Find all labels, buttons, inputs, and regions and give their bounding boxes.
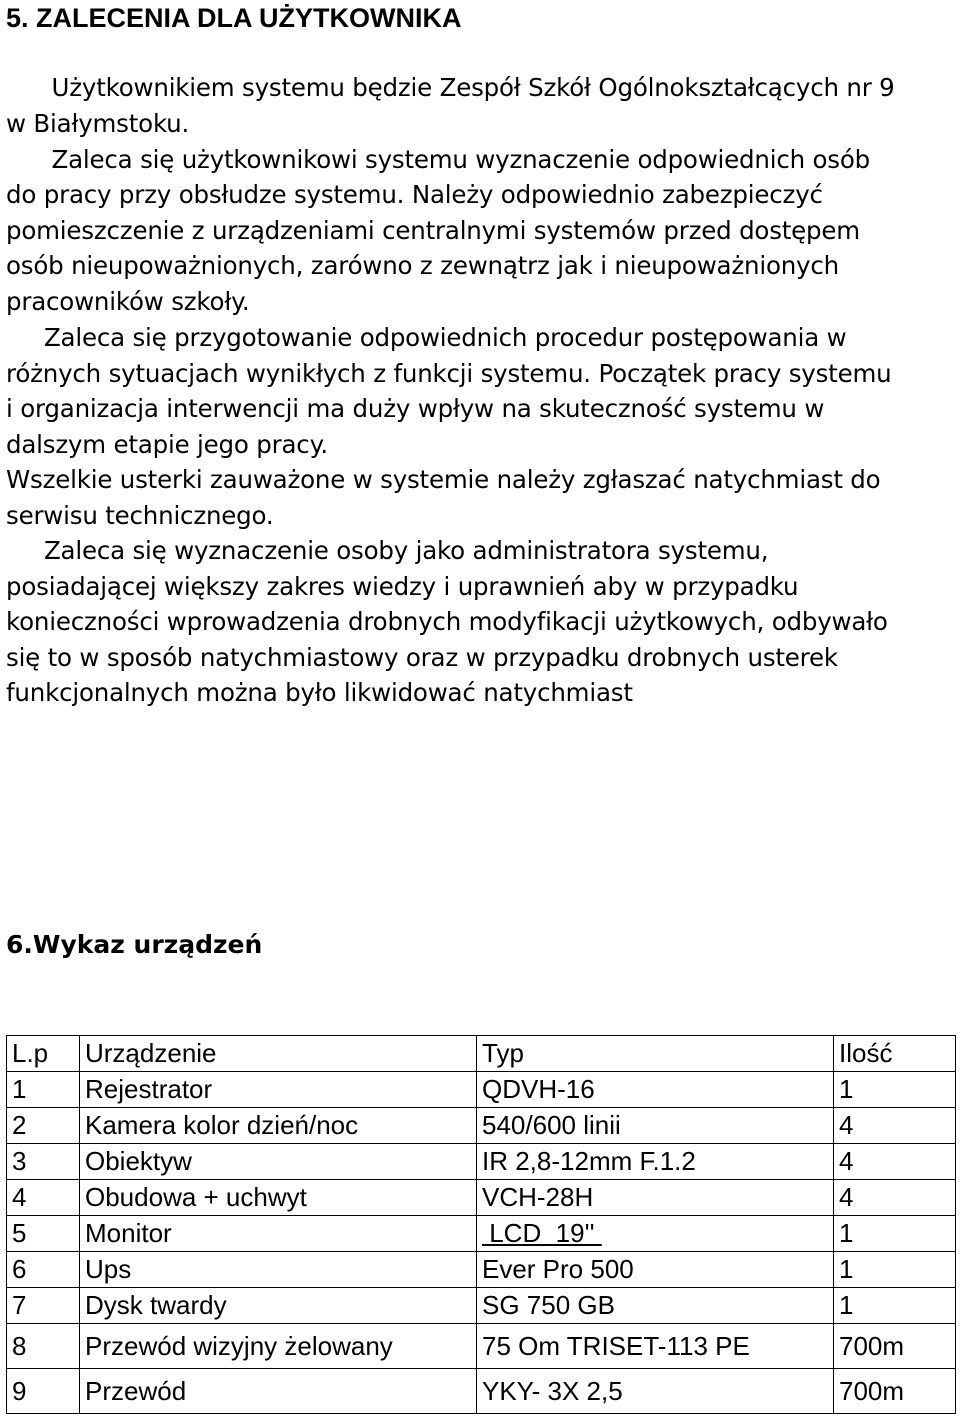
cell-quantity: 4 <box>834 1180 956 1216</box>
monitor-type-text: LCD 19'' <box>482 1218 602 1248</box>
table-row <box>7 1288 956 1324</box>
table-row <box>7 1216 956 1252</box>
cell-type: SG 750 GB <box>477 1288 834 1324</box>
cell-type <box>477 1216 834 1252</box>
paragraph-line: Zaleca się użytkownikowi systemu wyznaczenie odpowiednich osób <box>6 145 871 174</box>
cell-device: Obudowa + uchwyt <box>80 1180 477 1216</box>
table-row <box>7 1108 956 1144</box>
paragraph-line: Wszelkie usterki zauważone w systemie należy zgłaszać natychmiast do <box>6 465 881 494</box>
cell-device: Przewód <box>80 1369 477 1414</box>
cell-device: Obiektyw <box>80 1144 477 1180</box>
section-6-heading: 6.Wykaz urządzeń <box>6 930 263 959</box>
paragraph-line: pomieszczenie z urządzeniami centralnymi systemów przed dostępem <box>6 216 860 245</box>
paragraph-line: Zaleca się przygotowanie odpowiednich procedur postępowania w <box>6 323 847 352</box>
cell-lp: 9 <box>7 1369 80 1414</box>
cell-quantity: 1 <box>834 1288 956 1324</box>
paragraph-line: pracowników szkoły. <box>6 287 250 316</box>
cell-quantity: 1 <box>834 1072 956 1108</box>
paragraph-line: dalszym etapie jego pracy. <box>6 430 328 459</box>
paragraph-line: do pracy przy obsłudze systemu. Należy odpowiednio zabezpieczyć <box>6 180 823 209</box>
table-row <box>7 1369 956 1414</box>
paragraph-line: konieczności wprowadzenia drobnych modyfikacji użytkowych, odbywało <box>6 607 888 636</box>
header-quantity: Ilość <box>834 1036 956 1072</box>
cell-device: Rejestrator <box>80 1072 477 1108</box>
paragraph-line: Zaleca się wyznaczenie osoby jako administratora systemu, <box>6 536 769 565</box>
cell-type: 75 Om TRISET-113 PE <box>477 1324 834 1369</box>
cell-quantity: 1 <box>834 1252 956 1288</box>
paragraph-line: osób nieupoważnionych, zarówno z zewnątrz jak i nieupoważnionych <box>6 251 839 280</box>
table-row <box>7 1144 956 1180</box>
cell-type: VCH-28H <box>477 1180 834 1216</box>
paragraph-line: posiadającej większy zakres wiedzy i uprawnień aby w przypadku <box>6 572 799 601</box>
paragraph-line: różnych sytuacjach wynikłych z funkcji systemu. Początek pracy systemu <box>6 359 892 388</box>
cell-lp: 6 <box>7 1252 80 1288</box>
cell-lp: 1 <box>7 1072 80 1108</box>
table-row <box>7 1324 956 1369</box>
table-row <box>7 1252 956 1288</box>
cell-quantity: 1 <box>834 1216 956 1252</box>
paragraph-line: się to w sposób natychmiastowy oraz w przypadku drobnych usterek <box>6 643 838 672</box>
cell-quantity: 700m <box>834 1369 956 1414</box>
table-header-row <box>7 1036 956 1072</box>
cell-quantity: 4 <box>834 1108 956 1144</box>
cell-type: YKY- 3X 2,5 <box>477 1369 834 1414</box>
cell-type: 540/600 linii <box>477 1108 834 1144</box>
table-row <box>7 1072 956 1108</box>
paragraph-line: w Białymstoku. <box>6 109 190 138</box>
section-5-heading: 5. ZALECENIA DLA UŻYTKOWNIKA <box>6 3 462 33</box>
cell-device: Ups <box>80 1252 477 1288</box>
cell-lp: 2 <box>7 1108 80 1144</box>
cell-lp: 4 <box>7 1180 80 1216</box>
cell-lp: 8 <box>7 1324 80 1369</box>
header-lp: L.p <box>7 1036 80 1072</box>
cell-quantity: 700m <box>834 1324 956 1369</box>
paragraph-line: i organizacja interwencji ma duży wpływ na skuteczność systemu w <box>6 394 825 423</box>
cell-device: Dysk twardy <box>80 1288 477 1324</box>
cell-device: Kamera kolor dzień/noc <box>80 1108 477 1144</box>
header-device: Urządzenie <box>80 1036 477 1072</box>
header-type: Typ <box>477 1036 834 1072</box>
cell-quantity: 4 <box>834 1144 956 1180</box>
cell-lp: 5 <box>7 1216 80 1252</box>
cell-lp: 3 <box>7 1144 80 1180</box>
table-row <box>7 1180 956 1216</box>
cell-type: IR 2,8-12mm F.1.2 <box>477 1144 834 1180</box>
cell-type: QDVH-16 <box>477 1072 834 1108</box>
paragraph-line: serwisu technicznego. <box>6 501 274 530</box>
cell-lp: 7 <box>7 1288 80 1324</box>
cell-device: Monitor <box>80 1216 477 1252</box>
cell-type: Ever Pro 500 <box>477 1252 834 1288</box>
paragraph-line: Użytkownikiem systemu będzie Zespół Szkół Ogólnokształcących nr 9 <box>6 73 895 102</box>
paragraph-line: funkcjonalnych można było likwidować natychmiast <box>6 678 633 707</box>
device-table <box>6 1035 956 1414</box>
cell-device: Przewód wizyjny żelowany <box>80 1324 477 1369</box>
